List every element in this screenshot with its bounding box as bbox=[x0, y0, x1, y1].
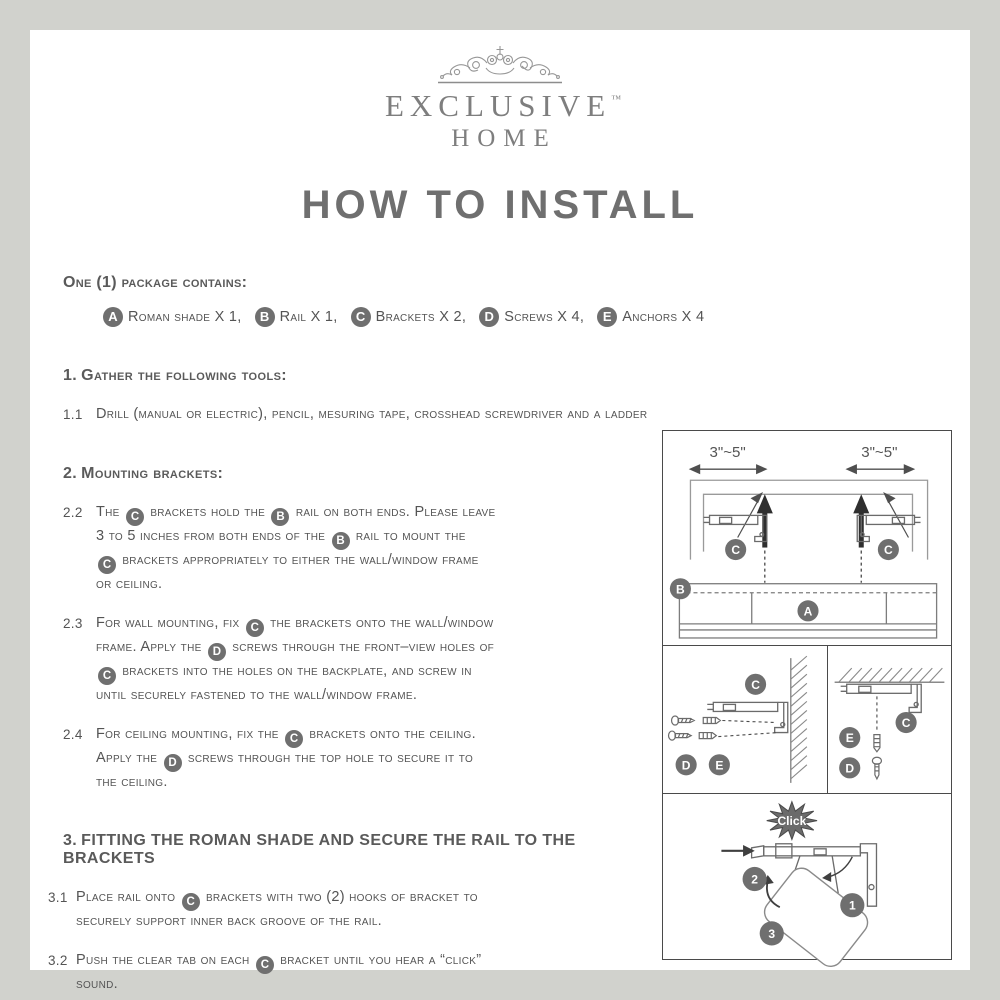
screw-icon bbox=[872, 757, 881, 779]
svg-text:B: B bbox=[676, 582, 685, 597]
instruction-item-3-2 bbox=[48, 950, 663, 994]
svg-text:A: A bbox=[803, 604, 813, 619]
section-number: 1. bbox=[63, 367, 78, 384]
bracket-icon-left bbox=[704, 515, 767, 541]
brand-logo bbox=[30, 30, 970, 153]
anchor-icon bbox=[874, 735, 880, 752]
package-item-label: Screws X 4, bbox=[504, 309, 585, 325]
letter-badge-B bbox=[670, 578, 691, 599]
item-text: Place rail onto C brackets with two (2) hooks of bracket to securely support inner back groove of the rail. bbox=[76, 889, 478, 929]
drop-guide-lines bbox=[765, 551, 861, 583]
up-arrow-icons bbox=[757, 494, 870, 547]
package-item bbox=[255, 307, 338, 327]
instruction-sheet bbox=[30, 30, 970, 992]
letter-badge-A: A bbox=[103, 307, 123, 327]
letter-badge-E bbox=[709, 754, 730, 775]
click-starburst bbox=[767, 802, 817, 840]
letter-badge-B: B bbox=[332, 532, 350, 550]
step-badge-3 bbox=[760, 921, 784, 945]
letter-badge-D bbox=[839, 757, 860, 778]
dimension-label-right: 3"~5" bbox=[861, 444, 898, 462]
letter-badge-B: B bbox=[255, 307, 275, 327]
item-number: 3.2 bbox=[48, 953, 68, 968]
package-items-row bbox=[63, 307, 705, 327]
push-arrow bbox=[721, 846, 753, 856]
instruction-item-1-1 bbox=[63, 404, 663, 425]
section-title: FITTING THE ROMAN SHADE AND SECURE THE RAIL TO THE BRACKETS bbox=[63, 832, 576, 867]
section-heading-2 bbox=[63, 465, 663, 483]
svg-text:E: E bbox=[715, 758, 724, 773]
item-number: 2.4 bbox=[63, 727, 83, 742]
letter-badge-D: D bbox=[164, 754, 182, 772]
screw-guide-lines bbox=[718, 721, 777, 737]
bracket-icon bbox=[841, 684, 922, 712]
diagram-panel bbox=[662, 430, 952, 960]
rail-click-illustration bbox=[663, 794, 951, 959]
letter-badge-C: C bbox=[256, 956, 274, 974]
bracket-icon bbox=[707, 702, 787, 732]
wall-hatch bbox=[791, 656, 807, 783]
package-item bbox=[351, 307, 467, 327]
scroll-crest-ornament-icon bbox=[430, 44, 570, 86]
svg-text:2: 2 bbox=[751, 872, 758, 887]
letter-badge-C: C bbox=[285, 730, 303, 748]
letter-badge-C: C bbox=[98, 556, 116, 574]
package-item-label: Roman shade X 1, bbox=[128, 309, 242, 325]
instruction-item-2-4 bbox=[63, 724, 663, 792]
step-badge-2 bbox=[743, 867, 767, 891]
letter-badge-C: C bbox=[246, 619, 264, 637]
letter-badge-E bbox=[839, 727, 860, 748]
wall-mount-illustration bbox=[663, 646, 827, 793]
package-contains-label: One (1) package contains: bbox=[63, 274, 248, 291]
section-title: Mounting brackets: bbox=[81, 465, 224, 482]
dimension-label-left: 3"~5" bbox=[709, 444, 746, 462]
section-heading-1 bbox=[63, 367, 663, 385]
letter-badge-D: D bbox=[208, 643, 226, 661]
rotate-arrow-rail bbox=[822, 857, 852, 882]
diagram-rail-click bbox=[663, 794, 951, 959]
instruction-item-2-2 bbox=[63, 502, 663, 594]
letter-badge-C bbox=[878, 539, 899, 560]
svg-text:C: C bbox=[884, 543, 893, 558]
letter-badge-B: B bbox=[271, 508, 289, 526]
instruction-text-column bbox=[48, 248, 705, 994]
page-title: HOW TO INSTALL bbox=[301, 183, 699, 227]
svg-text:C: C bbox=[901, 716, 911, 731]
item-text: The C brackets hold the B rail on both ends. Please leave 3 to 5 inches from both ends of the B rail to mount the C brackets appropriately to either the wall/window frame or ceiling. bbox=[96, 504, 496, 592]
letter-badge-C bbox=[745, 674, 766, 695]
svg-text:C: C bbox=[751, 677, 760, 692]
dimension-arrows bbox=[690, 465, 913, 473]
ceiling-hatch bbox=[835, 668, 945, 682]
letter-badge-C bbox=[896, 712, 917, 733]
svg-text:D: D bbox=[681, 758, 691, 773]
item-text: For ceiling mounting, fix the C brackets onto the ceiling. Apply the D screws through the top hole to secure it to the ceiling. bbox=[96, 726, 476, 790]
letter-badge-C: C bbox=[182, 893, 200, 911]
bracket-icon-right bbox=[857, 515, 920, 541]
brand-name bbox=[30, 88, 970, 124]
section-number: 3. bbox=[63, 832, 78, 849]
bracket-spacing-illustration bbox=[663, 431, 951, 645]
item-number: 2.2 bbox=[63, 505, 83, 520]
svg-text:D: D bbox=[845, 761, 855, 776]
diagram-ceiling-mount bbox=[828, 646, 951, 793]
anchor-icon bbox=[699, 717, 720, 738]
package-item-label: Anchors X 4 bbox=[622, 309, 705, 325]
section-title: Gather the following tools: bbox=[81, 367, 288, 384]
brand-sub-name: HOME bbox=[451, 125, 557, 152]
item-number: 3.1 bbox=[48, 890, 68, 905]
letter-badge-D bbox=[676, 754, 697, 775]
item-text: Drill (manual or electric), pencil, mesuring tape, crosshead screwdriver and a ladder bbox=[96, 406, 648, 422]
package-item bbox=[103, 307, 242, 327]
package-item bbox=[479, 307, 584, 327]
trademark-symbol: ™ bbox=[611, 94, 622, 105]
letter-badge-C bbox=[725, 539, 746, 560]
package-item-label: Rail X 1, bbox=[279, 309, 338, 325]
diagram-bracket-spacing bbox=[663, 431, 951, 646]
letter-badge-C: C bbox=[351, 307, 371, 327]
screw-icon bbox=[669, 716, 695, 740]
instruction-item-3-1 bbox=[48, 887, 663, 931]
section-number: 2. bbox=[63, 465, 78, 482]
letter-badge-A bbox=[797, 600, 818, 621]
svg-text:C: C bbox=[731, 543, 741, 558]
item-number: 1.1 bbox=[63, 407, 83, 422]
section-heading-3 bbox=[63, 832, 663, 868]
step-badge-1 bbox=[840, 893, 864, 917]
brand-name-text: EXCLUSIVE bbox=[384, 88, 612, 123]
diagram-middle-row bbox=[663, 646, 951, 794]
tilted-shade bbox=[760, 863, 873, 971]
svg-text:3: 3 bbox=[768, 926, 776, 941]
item-text: Push the clear tab on each C bracket until you hear a “click” sound. bbox=[76, 952, 482, 992]
svg-text:1: 1 bbox=[848, 898, 856, 913]
letter-badge-E: E bbox=[597, 307, 617, 327]
package-item bbox=[597, 307, 704, 327]
letter-badge-C: C bbox=[126, 508, 144, 526]
instruction-item-2-3 bbox=[63, 613, 663, 705]
click-label: Click bbox=[777, 814, 807, 829]
item-text: For wall mounting, fix C the brackets onto the wall/window frame. Apply the D screws through the front–view holes of C brackets into the holes on the backplate, and screw in until securely fastened to the wall/window frame. bbox=[96, 615, 495, 703]
package-item-label: Brackets X 2, bbox=[375, 309, 467, 325]
ceiling-mount-illustration bbox=[828, 646, 951, 793]
letter-badge-C: C bbox=[98, 667, 116, 685]
letter-badge-D: D bbox=[479, 307, 499, 327]
item-number: 2.3 bbox=[63, 616, 83, 631]
diagram-wall-mount bbox=[663, 646, 828, 793]
svg-text:E: E bbox=[845, 731, 854, 746]
